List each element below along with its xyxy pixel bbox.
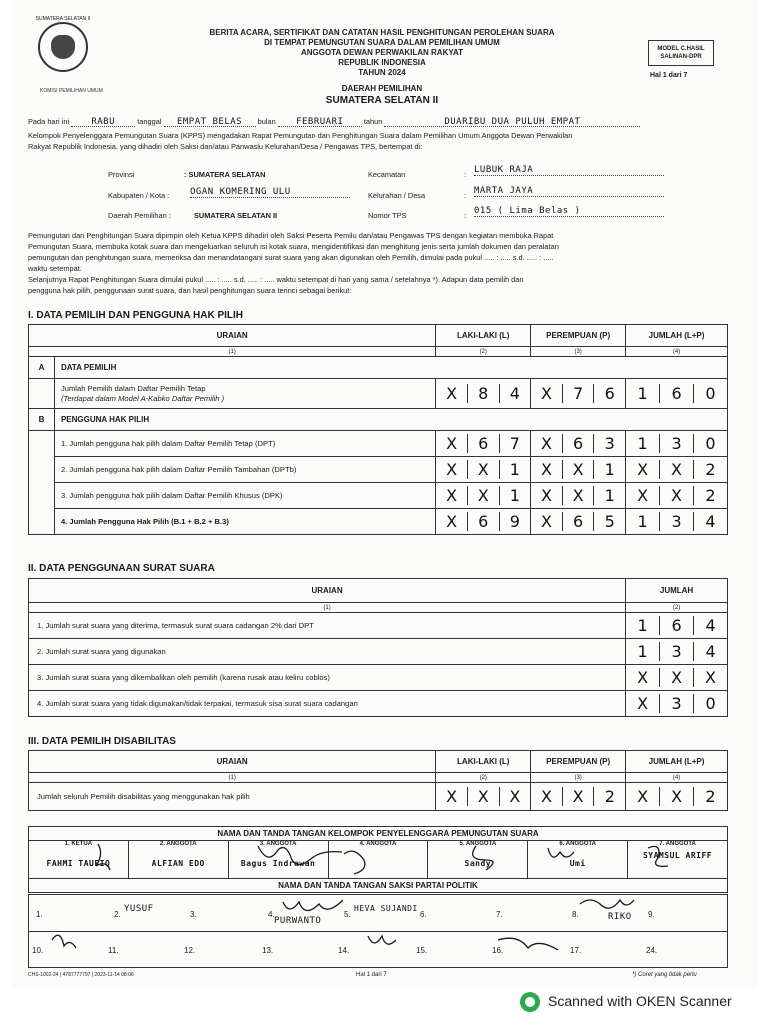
saksi-num: 10.	[32, 946, 44, 955]
a-title: DATA PEMILIH	[54, 357, 727, 379]
tanggal-value: EMPAT BELAS	[164, 117, 256, 127]
saksi-num: 16.	[492, 946, 504, 955]
digit-cell: 6	[467, 512, 499, 531]
intro-text: Kelompok Penyelenggara Pemungutan Suara (KPPS) mengadakan Rapat Pemungutan dan Penghitungan Suara dalam Pemilihan Umum Anggota Dewan Perwakilan	[28, 131, 573, 140]
digit-cell: 7	[499, 434, 531, 453]
digit-cell: X	[637, 694, 649, 713]
saksi-num: 13.	[262, 946, 274, 955]
a-perempuan-cells	[531, 379, 626, 409]
col-uraian: URAIAN	[29, 579, 626, 603]
row-label: 4. Jumlah surat suara yang tidak digunakan/tidak terpakai, termasuk sisa surat suara cadangan	[29, 691, 626, 717]
digit-cell: X	[637, 787, 649, 806]
header-line: BERITA ACARA, SERTIFIKAT DAN CATATAN HASIL PENGHITUNGAN PEROLEHAN SUARA	[209, 28, 555, 37]
col-perempuan: PEREMPUAN (P)	[531, 325, 626, 347]
digit-cell: X	[659, 486, 693, 505]
row-label: Jumlah seluruh Pemilih disabilitas yang menggunakan hak pilih	[29, 783, 436, 811]
row-label: 1. Jumlah pengguna hak pilih dalam Daftar Pemilih Tetap (DPT)	[54, 431, 435, 457]
a-row-label	[54, 379, 435, 409]
saksi-num: 3.	[190, 910, 197, 919]
digit-cell: X	[446, 460, 458, 479]
digit-cell: 3	[659, 434, 693, 453]
row-label: 2. Jumlah pengguna hak pilih dalam Daftar Pemilih Tambahan (DPTb)	[54, 457, 435, 483]
intro-text: Rakyat Republik Indonesia, yang dihadiri oleh Saksi dan/atau Panwaslu Kelurahan/Desa / Pengawas TPS, bertempat di:	[28, 142, 423, 151]
saksi-num: 9.	[648, 910, 655, 919]
table-row	[29, 691, 728, 717]
header-line: REPUBLIK INDONESIA	[338, 58, 426, 67]
saksi-num: 7.	[496, 910, 503, 919]
digit-cell: 1	[593, 460, 625, 479]
a-row-line: (Terdapat dalam Model A-Kabko Daftar Pemilih )	[60, 393, 225, 403]
digit-cell: X	[446, 434, 458, 453]
col-uraian: URAIAN	[29, 751, 436, 773]
digit-cell: 4	[693, 616, 727, 635]
section1-title: I. DATA PEMILIH DAN PENGGUNA HAK PILIH	[28, 310, 243, 321]
digit-cell: 1	[499, 486, 531, 505]
col-num: (3)	[531, 347, 626, 357]
table-row	[29, 639, 728, 665]
digit-cell: X	[693, 668, 727, 687]
label: tanggal	[137, 117, 162, 126]
body-line: waktu setempat.	[28, 264, 82, 273]
kpps-signature-row: 1. KETUA FAHMI TAUFIQ 2. ANGGOTA ALFIAN EDO 3. ANGGOTA Bagus Indrawan 4. ANGGOTA 5. ANGGOTA Sandy 6. ANGGOTA Umi 7. ANGGOTA SYAMSUL ARIFF	[29, 841, 728, 879]
digit-cell: X	[541, 486, 552, 505]
saksi-num: 14.	[338, 946, 350, 955]
digit-cell: X	[562, 486, 594, 505]
body-line: Pemungutan dan Penghitungan Suara dipimpin oleh Ketua KPPS dihadiri oleh Saksi Peserta Pemilu dan/atau Pengawas TPS dengan kegiatan membuka Rapat	[28, 231, 554, 240]
digit-cell: X	[541, 512, 552, 531]
kpps-signature-title: NAMA DAN TANDA TANGAN KELOMPOK PENYELENGGARA PEMUNGUTAN SUARA	[29, 827, 728, 841]
col-jumlah: JUMLAH (L+P)	[626, 325, 728, 347]
digit-cell: 6	[562, 434, 594, 453]
digit-cell: 6	[467, 434, 499, 453]
label: tahun	[363, 117, 383, 126]
model-box	[648, 40, 714, 66]
header-line: TAHUN 2024	[358, 68, 406, 77]
saksi-num: 24.	[646, 946, 658, 955]
digit-cell: X	[637, 460, 649, 479]
hari-value: RABU	[71, 117, 135, 127]
tahun-value: DUARIBU DUA PULUH EMPAT	[384, 117, 640, 127]
table-row	[29, 665, 728, 691]
digit-cell: 7	[562, 384, 594, 403]
table-row	[29, 431, 728, 457]
digit-cell: 1	[637, 512, 648, 531]
kelurahan-value: MARTA JAYA	[474, 186, 664, 197]
col-num: (1)	[29, 773, 436, 783]
col-num: (4)	[626, 773, 728, 783]
digit-cell: 8	[467, 384, 499, 403]
kecamatan-value: LUBUK RAJA	[474, 165, 664, 176]
footer-code: CHS-1002-24 | 4787777797 | 2023-11-14 08:06	[28, 972, 134, 978]
digit-cell: 6	[593, 384, 625, 403]
digit-cell: X	[446, 512, 458, 531]
dapil-value: SUMATERA SELATAN II	[325, 95, 439, 106]
digit-cell: 1	[637, 642, 648, 661]
footer-note: *) Coret yang tidak perlu	[632, 972, 697, 978]
digit-cell: 1	[637, 384, 648, 403]
digit-cell: X	[562, 787, 594, 806]
digit-cell: 2	[593, 787, 625, 806]
section2-table	[28, 578, 728, 717]
body-line: pemungutan dan penghitungan suara, memeriksa dan menandatangani surat suara yang akan digunakan oleh Pemilih, dimulai pada pukul ..... : ..... s.d. ..... : .....	[28, 253, 554, 262]
section3-table	[28, 750, 728, 811]
label: Pada hari ini	[28, 117, 70, 126]
col-laki: LAKI-LAKI (L)	[436, 325, 531, 347]
digit-cell: X	[637, 668, 649, 687]
bulan-value: FEBRUARI	[278, 117, 362, 127]
footer-page: Hal 1 dari 7	[356, 972, 387, 978]
table-row	[29, 509, 728, 535]
digit-cell: 4	[693, 512, 727, 531]
header-line: DI TEMPAT PEMUNGUTAN SUARA DALAM PEMILIHAN UMUM	[264, 38, 500, 47]
table-row	[29, 613, 728, 639]
saksi-name: YUSUF	[124, 904, 154, 914]
saksi-num: 17.	[570, 946, 582, 955]
digit-cell: X	[467, 787, 499, 806]
kabupaten-label: Kabupaten / Kota :	[108, 191, 170, 200]
body-line: pengguna hak pilih, penggunaan surat suara, dan hasil penghitungan suara terinci sebagai berikut:	[28, 286, 352, 295]
saksi-name: RIKO	[608, 912, 632, 922]
row-label: 3. Jumlah pengguna hak pilih dalam Daftar Pemilih Khusus (DPK)	[54, 483, 435, 509]
col-jumlah: JUMLAH	[626, 579, 728, 603]
digit-cell: X	[467, 486, 499, 505]
col-uraian: URAIAN	[29, 325, 436, 347]
col-num: (4)	[626, 347, 728, 357]
a-laki-cells	[436, 379, 531, 409]
saksi-name: PURWANTO	[274, 916, 322, 926]
signature-scribbles	[28, 836, 728, 970]
saksi-num: 8.	[572, 910, 579, 919]
table-row	[29, 457, 728, 483]
digit-cell: X	[659, 668, 693, 687]
digit-cell: 0	[693, 694, 727, 713]
digit-cell: 1	[593, 486, 625, 505]
digit-cell: X	[541, 384, 552, 403]
digit-cell: X	[637, 486, 649, 505]
kpu-logo	[38, 22, 88, 72]
table-row	[29, 783, 728, 811]
provinsi-value: : SUMATERA SELATAN	[184, 170, 266, 179]
model-line: MODEL C.HASIL	[657, 46, 705, 52]
scanner-watermark: Scanned with OKEN Scanner	[548, 993, 732, 1009]
digit-cell: X	[541, 434, 552, 453]
row-label: 3. Jumlah surat suara yang dikembalikan oleh pemilih (karena rusak atau keliru coblos)	[29, 665, 626, 691]
digit-cell: X	[541, 460, 552, 479]
digit-cell: 6	[659, 616, 693, 635]
digit-cell: 2	[693, 460, 727, 479]
digit-cell: 1	[499, 460, 531, 479]
digit-cell: 3	[659, 694, 693, 713]
row-label: 2. Jumlah surat suara yang digunakan	[29, 639, 626, 665]
logo-text: SUMATERA SELATAN II	[35, 16, 91, 22]
col-num: (1)	[29, 347, 436, 357]
digit-cell: 4	[499, 384, 531, 403]
intro-line	[28, 116, 748, 127]
digit-cell: X	[562, 460, 594, 479]
digit-cell: 3	[659, 642, 693, 661]
col-perempuan: PEREMPUAN (P)	[531, 751, 626, 773]
saksi-signature-title: NAMA DAN TANDA TANGAN SAKSI PARTAI POLITIK	[29, 879, 728, 893]
saksi-num: 12.	[184, 946, 196, 955]
saksi-num: 11.	[108, 946, 119, 955]
digit-cell: 1	[637, 434, 648, 453]
body-line: Selanjutnya Rapat Penghitungan Suara dimulai pukul ..... : ..... s.d. ..... : ..... waktu setempat di hari yang sama / setelahnya *). Adapun data pemilih dan	[28, 275, 524, 284]
digit-cell: 2	[693, 787, 727, 806]
table-row	[29, 483, 728, 509]
digit-cell: 6	[562, 512, 594, 531]
digit-cell: 3	[593, 434, 625, 453]
row-label: 4. Jumlah Pengguna Hak Pilih (B.1 + B.2 + B.3)	[54, 509, 435, 535]
kabupaten-value: OGAN KOMERING ULU	[190, 187, 350, 198]
body-line: Pemungutan Suara, membuka kotak suara dan mengeluarkan seluruh isi kotak suara, mengidentifikasi dan menghitung jenis serta jumlah dokumen dan peralatan	[28, 242, 559, 251]
col-num: (3)	[531, 773, 626, 783]
row-label: 1. Jumlah surat suara yang diterima, termasuk surat suara cadangan 2% dari DPT	[29, 613, 626, 639]
a-jumlah-cells	[626, 379, 728, 409]
saksi-name: HEVA SUJANDI	[354, 904, 418, 913]
digit-cell: 4	[693, 642, 727, 661]
digit-cell: 5	[593, 512, 625, 531]
digit-cell: 1	[637, 616, 648, 635]
saksi-num: 5.	[344, 910, 351, 919]
provinsi-label: Provinsi	[108, 170, 135, 179]
dapil-loc-label: Daerah Pemilihan :	[108, 211, 171, 220]
kelurahan-label: Kelurahan / Desa	[368, 191, 426, 200]
digit-cell: X	[499, 787, 531, 806]
saksi-num: 15.	[416, 946, 428, 955]
dapil-label: DAERAH PEMILIHAN	[341, 84, 423, 93]
section2-title: II. DATA PENGGUNAAN SURAT SUARA	[28, 563, 215, 574]
document-page: SUMATERA SELATAN II KOMISI PEMILIHAN UMUM BERITA ACARA, SERTIFIKAT DAN CATATAN HASIL PENGHITUNGAN PEROLEHAN SUARA DI TEMPAT PEMUNGUTAN SUARA DALAM PEMILIHAN UMUM ANGGOTA DEWAN PERWAKILAN RAKYAT REPUBLIK INDONESIA TAHUN 2024 MODEL C.HASIL SALINAN-DPR Hal 1 dari 7 DAERAH PEMILIHAN SUMATERA SELATAN II Pada hari ini RABU tanggal EMPAT BELAS bulan FEBRUARI tahun DUARIBU DUA PULUH EMPAT Kelompok Penyelenggara Pemungutan Suara (KPPS) mengadakan Rapat Pemungutan dan Penghitungan Suara dalam Pemilihan Umum Anggota Dewan Perwakilan Rakyat Republik Indonesia, yang dihadiri oleh Saksi dan/atau Panwaslu Kelurahan/Desa / Pengawas TPS, bertempat di: Provinsi : SUMATERA SELATAN Kabupaten / Kota : OGAN KOMERING ULU Daerah Pemilihan : SUMATERA SELATAN II Kecamatan : LUBUK RAJA Kelurahan / Desa : MARTA JAYA Nomor TPS : 015 ( Lima Belas ) Pemungutan dan Penghitungan Suara dipimpin oleh Ketua KPPS dihadiri oleh Saksi Peserta Pemilu dan/atau Pengawas TPS dengan kegiatan membuka Rapat Pemungutan Suara, membuka kotak suara dan mengeluarkan seluruh isi kotak suara, mengidentifikasi dan menghitung jenis serta jumlah dokumen dan peralatan pemungutan dan penghitungan suara, memeriksa dan menandatangani surat suara yang akan digunakan oleh Pemilih, dimulai pada pukul ..... : ..... s.d. ..... : ..... waktu setempat. Selanjutnya Rapat Penghitungan Suara dimulai pukul ..... : ..... s.d. ..... : ..... waktu setempat di hari yang sama / setelahnya *). Adapun data pemilih dan pengguna hak pilih, penggunaan surat suara, dan hasil penghitungan suara terinci sebagai berikut: I. DATA PEMILIH DAN PENGGUNA HAK PILIH URAIAN LAKI-LAKI (L) PEREMPUAN (P) JUMLAH (L+P) (1) (2) (3) (4) A DATA PEMILIH Jumlah Pemilih dalam Daftar Pemilih Tetap (Terdapat dalam Model A-Kabko Daftar Pemilih ) X 8 4 X 7 6 1 6 0 B PENGGUNA HAK PILIH 1. Jumlah pengguna hak pilih dalam Daftar Pemilih Tetap (DPT) X 6 7 X 6 3 1 3 0 2. Jumlah pengguna hak pilih dalam Daftar Pemilih Tambahan (DPTb) X X 1 X X 1 X X 2 3. Jumlah pengguna hak pilih dalam Daftar Pemilih Khusus (DPK) X X 1 X X 1 X X 2 4. Jumlah Pengguna Hak Pilih (B.1 + B.2 + B.3) X 6 9 X 6 5 1 3 4 II. DATA PENGGUNAAN SURAT SUARA URAIAN JUMLAH (1) (2) 1. Jumlah surat suara yang diterima, termasuk surat suara cadangan 2% dari DPT 1 6 4 2. Jumlah surat suara yang digunakan 1 3 4 3. Jumlah surat suara yang dikembalikan oleh pemilih (karena rusak atau keliru coblos) X X X 4. Jumlah surat suara yang tidak digunakan/tidak terpakai, termasuk sisa surat suara cadangan X 3 0 III. DATA PEMILIH DISABILITAS URAIAN LAKI-LAKI (L) PEREMPUAN (P) JUMLAH (L+P) (1) (2) (3) (4) Jumlah seluruh Pemilih disabilitas yang menggunakan hak pilih X X X X X 2 X X 2 NAMA DAN TANDA TANGAN KELOMPOK PENYELENGGARA PEMUNGUTAN SUARA 1. KETUA FAHMI TAUFIQ 2. ANGGOTA ALFIAN EDO 3. ANGGOTA Bagus Indrawan 4. ANGGOTA 5. ANGGOTA Sandy 6. ANGGOTA Umi 7. ANGGOTA SYAMSUL ARIFF NAMA DAN TANDA TANGAN SAKSI PARTAI POLITIK 1. 2. YUSUF 3. 4. PURWANTO 5. HEVA SUJANDI 6. 7. 8. RIKO 9. 10. 11. 12. 13. 14. 15. 16. 17. 24. CHS-1002-24 | 4787777797 | 2023-11-14 08:06 Hal 1 dari 7 *) Coret yang tidak perlu	[12, 0, 758, 988]
digit-cell: 6	[659, 384, 693, 403]
b-title: PENGGUNA HAK PILIH	[54, 409, 727, 431]
row-label-a: A	[29, 357, 55, 379]
section3-title: III. DATA PEMILIH DISABILITAS	[28, 736, 176, 747]
scanner-logo-icon	[520, 992, 540, 1012]
kecamatan-label: Kecamatan	[368, 170, 406, 179]
digit-cell: 2	[693, 486, 727, 505]
logo-subtext: KOMISI PEMILIHAN UMUM	[40, 88, 103, 94]
digit-cell: 0	[693, 434, 727, 453]
document-header	[162, 28, 602, 78]
body-paragraph	[28, 230, 748, 296]
digit-cell: X	[659, 787, 693, 806]
digit-cell: X	[446, 787, 458, 806]
saksi-num: 6.	[420, 910, 427, 919]
digit-cell: 0	[693, 384, 727, 403]
dapil-loc-value: SUMATERA SELATAN II	[194, 211, 278, 220]
digit-cell: 9	[499, 512, 531, 531]
digit-cell: X	[467, 460, 499, 479]
digit-cell: X	[446, 486, 458, 505]
a-row-line: Jumlah Pemilih dalam Daftar Pemilih Tetap	[60, 383, 206, 393]
digit-cell: X	[541, 787, 552, 806]
saksi-num: 2.	[114, 910, 121, 919]
tps-value: 015 ( Lima Belas )	[474, 206, 664, 217]
saksi-num: 1.	[36, 910, 43, 919]
col-num: (2)	[436, 773, 531, 783]
digit-cell: X	[446, 384, 458, 403]
model-line: SALINAN-DPR	[660, 54, 702, 60]
label: bulan	[257, 117, 276, 126]
col-jumlah: JUMLAH (L+P)	[626, 751, 728, 773]
tps-label: Nomor TPS	[368, 211, 407, 220]
page-indicator: Hal 1 dari 7	[650, 72, 688, 79]
saksi-num: 4.	[268, 910, 275, 919]
col-num: (2)	[436, 347, 531, 357]
col-num: (1)	[29, 603, 626, 613]
col-num: (2)	[626, 603, 728, 613]
section1-table	[28, 324, 728, 535]
digit-cell: 3	[659, 512, 693, 531]
row-label-b: B	[29, 409, 55, 431]
col-laki: LAKI-LAKI (L)	[436, 751, 531, 773]
digit-cell: X	[659, 460, 693, 479]
header-line: ANGGOTA DEWAN PERWAKILAN RAKYAT	[300, 48, 464, 57]
